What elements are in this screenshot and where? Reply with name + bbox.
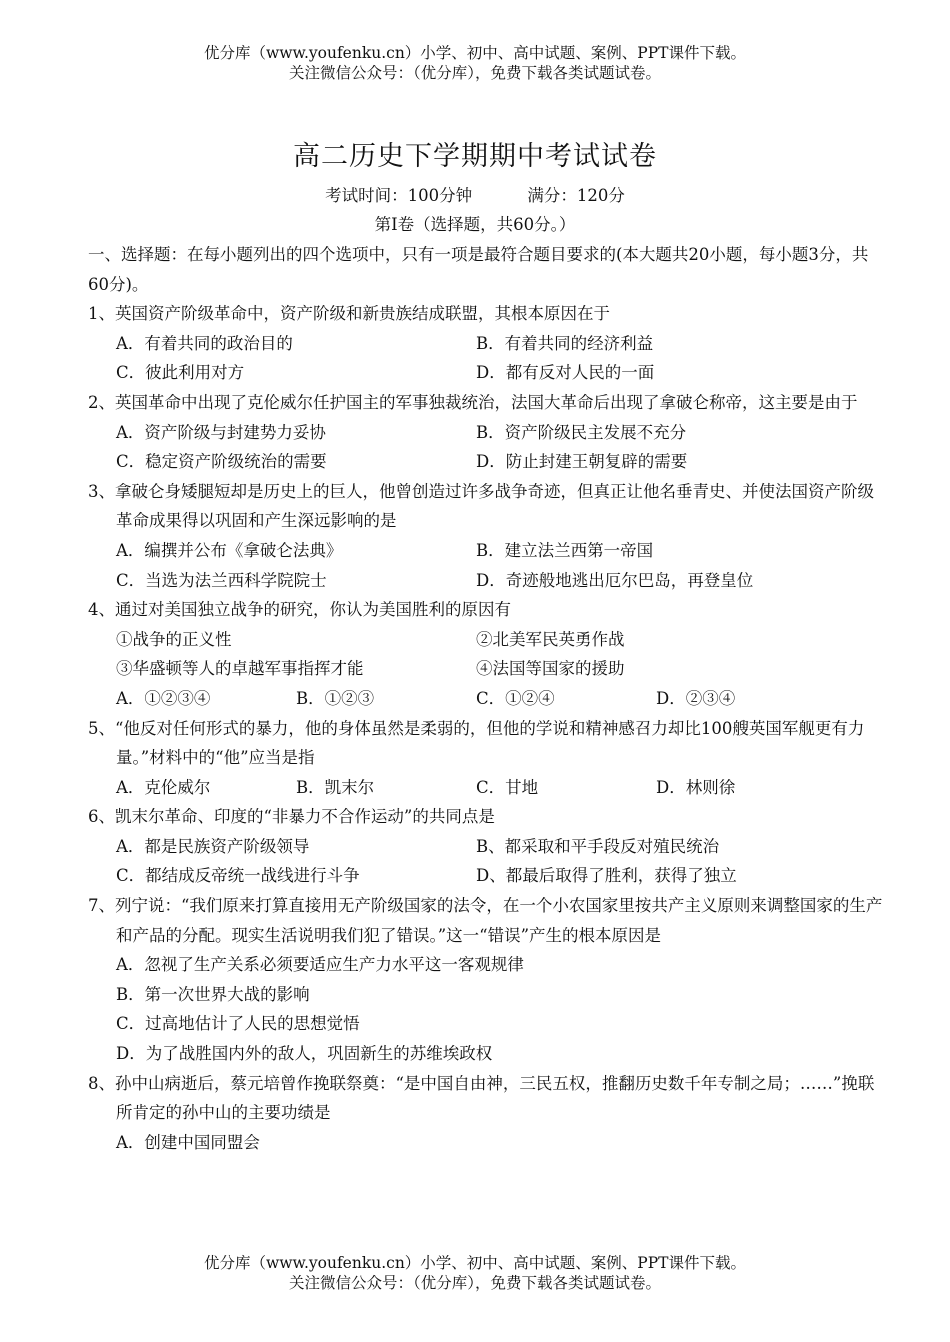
option: C．甘地	[476, 777, 539, 797]
option: B．①②③	[296, 688, 375, 708]
footer-line-1: 优分库（www.youfenku.cn）小学、初中、高中试题、案例、PPT课件下载。	[203, 1254, 747, 1272]
page-header	[0, 43, 950, 83]
option: B．第一次世界大战的影响	[116, 984, 310, 1004]
option: B、都采取和平手段反对殖民统治	[476, 836, 720, 856]
option: D．为了战胜国内外的敌人，巩固新生的苏维埃政权	[116, 1044, 493, 1064]
exam-body	[88, 240, 888, 1157]
option: A．创建中国同盟会	[116, 1132, 260, 1152]
option: A．资产阶级与封建势力妥协	[116, 422, 326, 442]
question-stem: 8、孙中山病逝后，蔡元培曾作挽联祭奠：“是中国自由神，三民五权，推翻历史数千年专制之局；……”挽联所肯定的孙中山的主要功绩是	[88, 1073, 875, 1123]
option: A．有着共同的政治目的	[116, 333, 293, 353]
option: B．有着共同的经济利益	[476, 333, 654, 353]
option: D．奇迹般地逃出厄尔巴岛，再登皇位	[476, 570, 754, 590]
option: D．②③④	[656, 688, 736, 708]
statement: ④法国等国家的援助	[476, 659, 625, 679]
option: A．克伦威尔	[116, 777, 211, 797]
option: C．当选为法兰西科学院院士	[116, 570, 327, 590]
option-list	[88, 684, 888, 714]
header-line-2: 关注微信公众号：（优分库），免费下载各类试题试卷。	[288, 64, 661, 82]
option: D．防止封建王朝复辟的需要	[476, 452, 688, 472]
question-stem: 4、通过对美国独立战争的研究，你认为美国胜利的原因有	[88, 600, 511, 620]
question-stem: 6、凯末尔革命、印度的“非暴力不合作运动”的共同点是	[88, 807, 495, 827]
statement: ②北美军民英勇作战	[476, 629, 625, 649]
exam-info	[0, 182, 950, 206]
option-list	[88, 773, 888, 803]
question-stem: 5、“他反对任何形式的暴力，他的身体虽然是柔弱的，但他的学说和精神感召力却比100艘英国军舰更有力量。”材料中的“他”应当是指	[88, 718, 865, 768]
option-list	[88, 1128, 888, 1158]
volume-heading: 第Ⅰ卷（选择题，共60分。）	[374, 215, 576, 234]
option-list	[88, 536, 888, 595]
option: A．都是民族资产阶级领导	[116, 836, 310, 856]
question-stem: 7、列宁说：“我们原来打算直接用无产阶级国家的法令，在一个小农国家里按共产主义原则来调整国家的生产和产品的分配。现实生活说明我们犯了错误。”这一“错误”产生的根本原因是	[88, 896, 883, 945]
option-list	[88, 329, 888, 388]
option: B．凯末尔	[296, 777, 375, 797]
option: A．编撰并公布《拿破仑法典》	[116, 540, 343, 560]
option: C．稳定资产阶级统治的需要	[116, 452, 327, 472]
section-instructions: 一、选择题：在每小题列出的四个选项中，只有一项是最符合题目要求的(本大题共20小题，每小题3分，共60分)。	[88, 245, 869, 294]
option: B．建立法兰西第一帝国	[476, 540, 654, 560]
footer-line-2: 关注微信公众号：（优分库），免费下载各类试题试卷。	[288, 1274, 661, 1292]
option: D、都最后取得了胜利，获得了独立	[476, 866, 737, 886]
full-score: 满分：120分	[527, 186, 625, 205]
option-list	[88, 950, 888, 1068]
option: A．①②③④	[116, 688, 211, 708]
question-stem: 2、英国革命中出现了克伦威尔任护国主的军事独裁统治，法国大革命后出现了拿破仑称帝，这主要是由于	[88, 392, 858, 412]
option-list	[88, 832, 888, 891]
option: C．彼此利用对方	[116, 363, 245, 383]
exam-title: 高二历史下学期期中考试试卷	[293, 141, 657, 172]
question-stem: 3、拿破仑身矮腿短却是历史上的巨人，他曾创造过许多战争奇迹，但真正让他名垂青史、并使法国资产阶级革命成果得以巩固和产生深远影响的是	[88, 481, 874, 531]
statement: ③华盛顿等人的卓越军事指挥才能	[116, 659, 364, 679]
option: C．过高地估计了人民的思想觉悟	[116, 1014, 360, 1034]
option: C．①②④	[476, 688, 555, 708]
option: D．林则徐	[656, 777, 736, 797]
option: C．都结成反帝统一战线进行斗争	[116, 866, 360, 886]
option-list	[88, 418, 888, 477]
statement: ①战争的正义性	[116, 629, 232, 649]
option: B．资产阶级民主发展不充分	[476, 422, 687, 442]
header-line-1: 优分库（www.youfenku.cn）小学、初中、高中试题、案例、PPT课件下载。	[203, 44, 747, 62]
option: D．都有反对人民的一面	[476, 363, 655, 383]
page-footer	[0, 1253, 950, 1293]
option: A．忽视了生产关系必须要适应生产力水平这一客观规律	[116, 955, 524, 975]
exam-time: 考试时间：100分钟	[325, 186, 473, 205]
question-stem: 1、英国资产阶级革命中，资产阶级和新贵族结成联盟，其根本原因在于	[88, 304, 610, 324]
statement-list	[88, 625, 888, 684]
